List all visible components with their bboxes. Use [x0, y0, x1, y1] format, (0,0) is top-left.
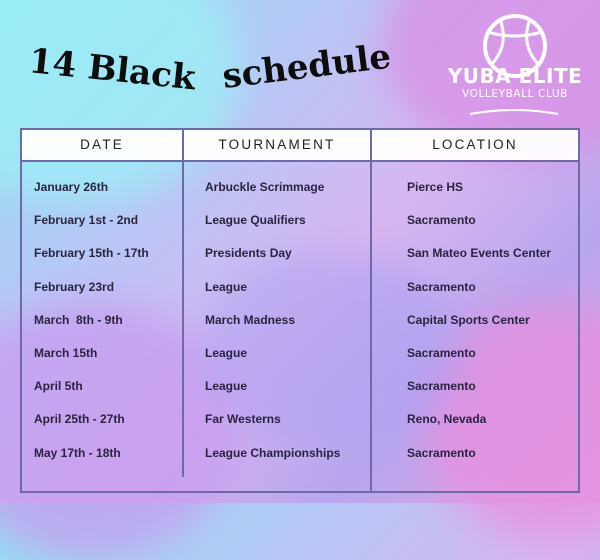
date-cell: February 1st - 2nd [34, 213, 139, 228]
schedule-table [20, 128, 580, 493]
page-title [26, 14, 446, 124]
date-cell: February 23rd [34, 279, 115, 294]
date-cell: February 15th - 17th [34, 246, 149, 261]
table-header [22, 130, 578, 162]
table-row [22, 403, 578, 436]
tournament-cell: Presidents Day [205, 246, 292, 261]
table-row [22, 204, 578, 237]
location-cell: Sacramento [407, 445, 476, 460]
tournament-cell: Far Westerns [205, 412, 281, 427]
location-cell: Reno, Nevada [407, 412, 487, 427]
title-line-1: 14 Black [27, 41, 198, 99]
date-cell: March 15th [34, 345, 98, 360]
date-cell: May 17th - 18th [34, 445, 121, 460]
tournament-cell: Arbuckle Scrimmage [205, 180, 325, 194]
location-cell: Pierce HS [407, 180, 464, 194]
date-cell: April 5th [34, 379, 83, 394]
title-line-2: schedule [220, 36, 394, 97]
tournament-cell: League [205, 345, 248, 360]
location-cell: Sacramento [407, 345, 476, 360]
table-row [22, 337, 578, 370]
location-cell: Sacramento [407, 379, 476, 394]
location-cell: Sacramento [407, 279, 476, 294]
tournament-cell: March Madness [205, 312, 296, 327]
table-row [22, 271, 578, 304]
logo-subtitle: VOLLEYBALL CLUB [462, 88, 568, 100]
club-logo [440, 10, 590, 120]
table-body [22, 171, 578, 470]
table-row [22, 370, 578, 403]
location-cell: Capital Sports Center [407, 312, 530, 327]
tournament-cell: League Championships [205, 445, 341, 460]
date-cell: April 25th - 27th [34, 412, 125, 427]
date-cell: March 8th - 9th [34, 312, 123, 327]
tournament-cell: League Qualifiers [205, 213, 306, 228]
location-cell: Sacramento [407, 213, 476, 228]
table-row [22, 304, 578, 337]
tournament-cell: League [205, 279, 248, 294]
table-row [22, 171, 578, 204]
header-location: LOCATION [432, 137, 518, 152]
date-cell: January 26th [34, 180, 109, 194]
header-tournament: TOURNAMENT [218, 137, 336, 152]
header-date: DATE [80, 137, 124, 152]
table-row [22, 437, 578, 470]
table-row [22, 237, 578, 270]
location-cell: San Mateo Events Center [407, 246, 552, 261]
logo-name: YUBA ELITE [447, 64, 583, 88]
tournament-cell: League [205, 379, 248, 394]
